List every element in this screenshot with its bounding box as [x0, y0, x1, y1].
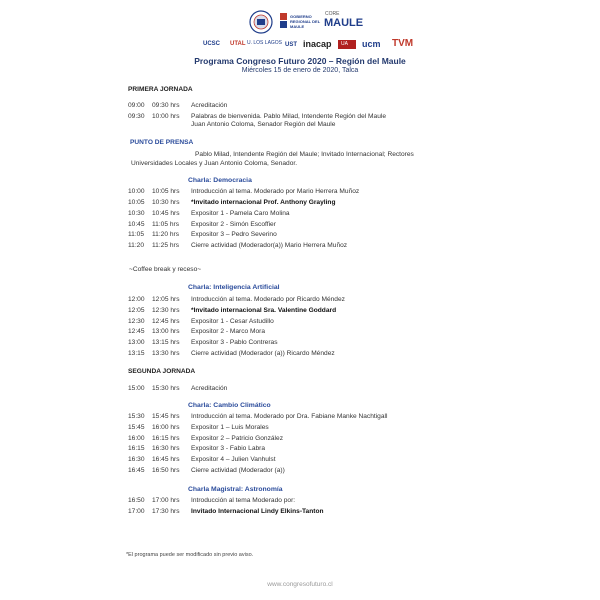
- start-time: 10:30: [128, 210, 145, 217]
- talk-democracia-heading: Charla: Democracia: [188, 177, 252, 184]
- end-time: 11:25 hrs: [152, 242, 180, 249]
- start-time: 12:05: [128, 307, 145, 314]
- page-subtitle: Miércoles 15 de enero de 2020, Talca: [241, 67, 359, 74]
- start-time: 16:30: [128, 456, 145, 463]
- activity: Introducción al tema. Moderado por Ricardo Méndez: [191, 296, 345, 303]
- start-time: 16:15: [128, 445, 145, 452]
- end-time: 12:45 hrs: [152, 318, 180, 325]
- primera-jornada-heading: PRIMERA JORNADA: [128, 86, 193, 93]
- start-time: 13:15: [128, 350, 145, 357]
- start-time: 15:30: [128, 413, 145, 420]
- end-time: 17:00 hrs: [152, 497, 180, 504]
- activity: Introducción al tema Moderado por:: [191, 497, 296, 504]
- end-time: 16:00 hrs: [152, 424, 180, 431]
- end-time: 15:45 hrs: [152, 413, 180, 420]
- activity: Expositor 1 - Pamela Caro Molina: [191, 210, 290, 217]
- core-maule-text: MAULE: [324, 17, 364, 29]
- university-logos: [0, 38, 600, 52]
- start-time: 10:45: [128, 221, 145, 228]
- website-link[interactable]: www.congresofuturo.cl: [267, 581, 333, 588]
- start-time: 16:00: [128, 435, 145, 442]
- logo-tvm: TVM: [392, 38, 414, 49]
- start-time: 17:00: [128, 508, 145, 515]
- start-time: 16:45: [128, 467, 145, 474]
- end-time: 13:30 hrs: [152, 350, 180, 357]
- activity: Expositor 2 - Marco Mora: [191, 328, 266, 335]
- end-time: 10:45 hrs: [152, 210, 180, 217]
- start-time: 09:30: [128, 113, 145, 120]
- talk-ia-heading: Charla: Inteligencia Artificial: [188, 284, 280, 291]
- activity: Expositor 3 - Pablo Contreras: [191, 339, 278, 346]
- start-time: 16:50: [128, 497, 145, 504]
- talk-astronomia-heading: Charla Magistral: Astronomía: [188, 486, 283, 493]
- end-time: 13:15 hrs: [152, 339, 180, 346]
- start-time: 10:00: [128, 188, 145, 195]
- activity: Acreditación: [191, 385, 228, 392]
- punto-prensa-heading: PUNTO DE PRENSA: [130, 139, 194, 146]
- start-time: 11:20: [128, 242, 145, 249]
- logo-inacap: inacap: [303, 39, 332, 49]
- activity: Introducción al tema. Moderado por Dra. Fabiane Manke Nachtigall: [191, 413, 388, 420]
- start-time: 13:00: [128, 339, 145, 346]
- activity: *Invitado internacional Prof. Anthony Grayling: [191, 199, 336, 206]
- activity: Invitado Internacional Lindy Elkins-Tanton: [191, 508, 324, 515]
- activity: Expositor 1 - Cesar Astudillo: [191, 318, 274, 325]
- footnote: *El programa puede ser modificado sin previo aviso.: [126, 552, 254, 558]
- end-time: 13:00 hrs: [152, 328, 180, 335]
- page-title: Programa Congreso Futuro 2020 – Región del Maule: [194, 56, 406, 66]
- logo-ucm: ucm: [362, 39, 381, 49]
- end-time: 12:30 hrs: [152, 307, 180, 314]
- coffee-break: ~Coffee break y receso~: [129, 266, 202, 273]
- logo-ua: UA: [341, 41, 348, 47]
- end-time: 15:30 hrs: [152, 385, 180, 392]
- talk-cambio-heading: Charla: Cambio Climático: [188, 402, 271, 409]
- segunda-jornada-heading: SEGUNDA JORNADA: [128, 368, 196, 375]
- logo-ust: UST: [285, 42, 297, 48]
- start-time: 12:00: [128, 296, 145, 303]
- activity: Cierre actividad (Moderador(a)) Mario Herrera Muñoz: [191, 242, 348, 249]
- end-time: 11:05 hrs: [152, 221, 180, 228]
- end-time: 16:15 hrs: [152, 435, 180, 442]
- activity: Expositor 3 – Pedro Severino: [191, 231, 277, 238]
- activity: Cierre actividad (Moderador (a)): [191, 467, 285, 474]
- start-time: 15:45: [128, 424, 145, 431]
- end-time: 16:30 hrs: [152, 445, 180, 452]
- start-time: 10:05: [128, 199, 145, 206]
- prensa-line-1: Pablo Milad, Intendente Región del Maule; Invitado Internacional; Rectores: [195, 151, 414, 158]
- activity: Introducción al tema. Moderado por Mario Herrera Muñoz: [191, 188, 360, 195]
- start-time: 11:05: [128, 231, 145, 238]
- activity-continuation: Juan Antonio Coloma, Senador Región del Maule: [191, 121, 336, 128]
- start-time: 12:45: [128, 328, 145, 335]
- logo-utal: UTAL: [230, 41, 246, 47]
- activity: Expositor 1 – Luis Morales: [191, 424, 269, 431]
- activity: Expositor 2 - Simón Escoffier: [191, 221, 276, 228]
- gobierno-regional-text: GOBIERNO REGIONAL DEL MAULE: [290, 14, 321, 29]
- logo-ua-box: [338, 40, 356, 49]
- activity: Expositor 2 – Patricio González: [191, 435, 283, 442]
- top-logos: [0, 10, 600, 34]
- core-maule-logo: [324, 11, 364, 32]
- end-time: 16:50 hrs: [152, 467, 180, 474]
- chile-seal-logo: [248, 10, 274, 34]
- start-time: 12:30: [128, 318, 145, 325]
- activity: *Invitado internacional Sra. Valentine Goddard: [191, 307, 337, 314]
- end-time: 11:20 hrs: [152, 231, 180, 238]
- end-time: 09:30 hrs: [152, 102, 180, 109]
- gobierno-regional-logo: [280, 13, 320, 31]
- end-time: 17:30 hrs: [152, 508, 180, 515]
- logo-ucsc: UCSC: [203, 41, 221, 47]
- end-time: 12:05 hrs: [152, 296, 180, 303]
- end-time: 16:45 hrs: [152, 456, 180, 463]
- activity: Acreditación: [191, 102, 228, 109]
- start-time: 15:00: [128, 385, 145, 392]
- activity: Palabras de bienvenida. Pablo Milad, Intendente Región del Maule: [191, 113, 387, 120]
- activity: Expositor 3 - Fabio Labra: [191, 445, 266, 452]
- core-prefix-text: CORE: [325, 11, 340, 17]
- end-time: 10:30 hrs: [152, 199, 180, 206]
- activity: Cierre actividad (Moderador (a)) Ricardo Méndez: [191, 350, 335, 357]
- logo-ulagos: U. LOS LAGOS: [247, 40, 283, 46]
- end-time: 10:05 hrs: [152, 188, 180, 195]
- start-time: 09:00: [128, 102, 145, 109]
- end-time: 10:00 hrs: [152, 113, 180, 120]
- prensa-line-2: Universidades Locales y Juan Antonio Coloma, Senador.: [131, 160, 298, 167]
- activity: Expositor 4 – Julien Vanhulst: [191, 456, 276, 463]
